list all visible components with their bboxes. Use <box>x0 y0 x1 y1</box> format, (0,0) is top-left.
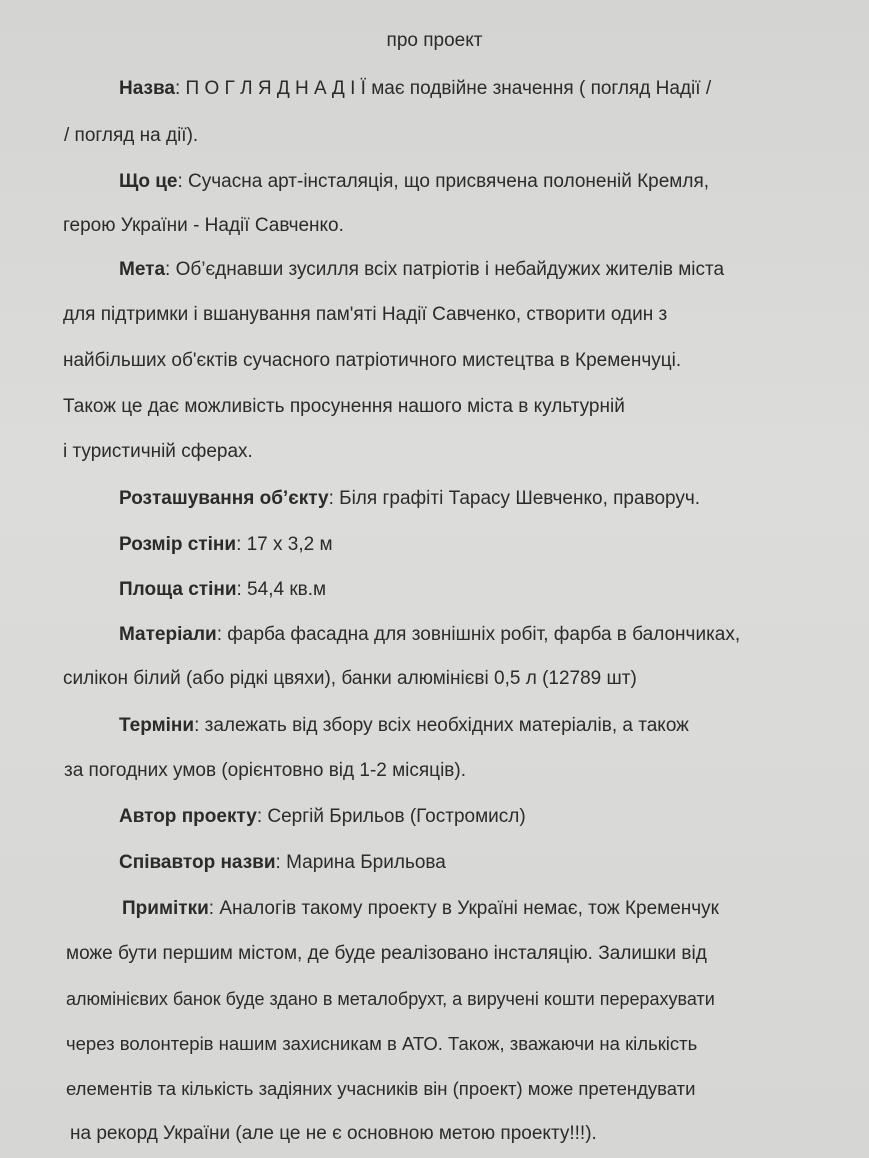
notes-line-6: на рекорд України (але це не є основною метою проекту!!!). <box>70 1123 597 1144</box>
name-line-1 <box>119 77 711 101</box>
terms-text: : залежать від збору всіх необхідних матеріалів, а також <box>194 715 689 736</box>
goal-line-4: Також це дає можливість просунення нашого міста в культурній <box>63 396 625 417</box>
location-label: Розташування об’єкту <box>119 488 329 509</box>
author-line <box>119 805 526 829</box>
page-title: про проект <box>386 30 483 51</box>
size-line <box>119 533 333 557</box>
goal-line-1 <box>119 258 724 282</box>
size-label: Розмір стіни <box>119 534 237 555</box>
terms-line-2: за погодних умов (орієнтовно від 1-2 місяців). <box>64 760 466 781</box>
notes-line-5: елементів та кількість задіяних учасників він (проект) може претендувати <box>66 1078 696 1099</box>
notes-line-1 <box>122 897 719 921</box>
goal-line-2: для підтримки і вшанування пам'яті Надії Савченко, створити один з <box>63 304 668 325</box>
author-label: Автор проекту <box>119 806 257 827</box>
notes-line-2: може бути першим містом, де буде реалізовано інсталяцію. Залишки від <box>66 943 707 964</box>
location-text: : Біля графіті Тарасу Шевченко, праворуч. <box>328 488 701 509</box>
coauthor-text: : Марина Брильова <box>275 852 446 873</box>
author-text: : Сергій Брильов (Гостромисл) <box>256 806 526 827</box>
notes-label: Примітки <box>122 898 209 919</box>
goal-label: Мета <box>119 259 166 280</box>
area-text: : 54,4 кв.м <box>236 579 327 600</box>
materials-text: : фарба фасадна для зовнішніх робіт, фарба в балончиках, <box>216 624 741 645</box>
location-line <box>119 487 700 511</box>
name-text: : П О Г Л Я Д Н А Д І Ї має подвійне значення ( погляд Надії / <box>174 78 712 99</box>
coauthor-line <box>119 851 446 875</box>
what-text: : Сучасна арт-інсталяція, що присвячена полоненій Кремля, <box>177 171 710 192</box>
goal-text: : Об’єднавши зусилля всіх патріотів і небайдужих жителів міста <box>165 259 725 280</box>
terms-line-1 <box>119 714 689 738</box>
goal-line-3: найбільших об'єктів сучасного патріотичного мистецтва в Кременчуці. <box>63 350 682 371</box>
coauthor-label: Співавтор назви <box>119 852 276 873</box>
what-line-2: герою України - Надії Савченко. <box>63 215 344 236</box>
size-text: : 17 х 3,2 м <box>236 534 333 555</box>
notes-line-3: алюмінієвих банок буде здано в металобрухт, а виручені кошти перерахувати <box>66 989 715 1009</box>
what-line-1 <box>119 170 709 194</box>
materials-line-2: силікон білий (або рідкі цвяхи), банки алюмінієві 0,5 л (12789 шт) <box>63 668 637 689</box>
area-label: Площа стіни <box>119 579 237 600</box>
materials-label: Матеріали <box>119 624 217 645</box>
area-line <box>119 578 326 602</box>
materials-line-1 <box>119 623 740 647</box>
notes-line-4: через волонтерів нашим захисникам в АТО. Також, зважаючи на кількість <box>66 1033 698 1054</box>
name-label: Назва <box>119 78 175 99</box>
goal-line-5: і туристичній сферах. <box>63 441 253 462</box>
notes-text: : Аналогів такому проекту в Україні немає, тож Кременчук <box>208 898 719 919</box>
name-line-2: / погляд на дії). <box>64 125 199 146</box>
terms-label: Терміни <box>119 715 195 736</box>
what-label: Що це <box>119 171 178 192</box>
